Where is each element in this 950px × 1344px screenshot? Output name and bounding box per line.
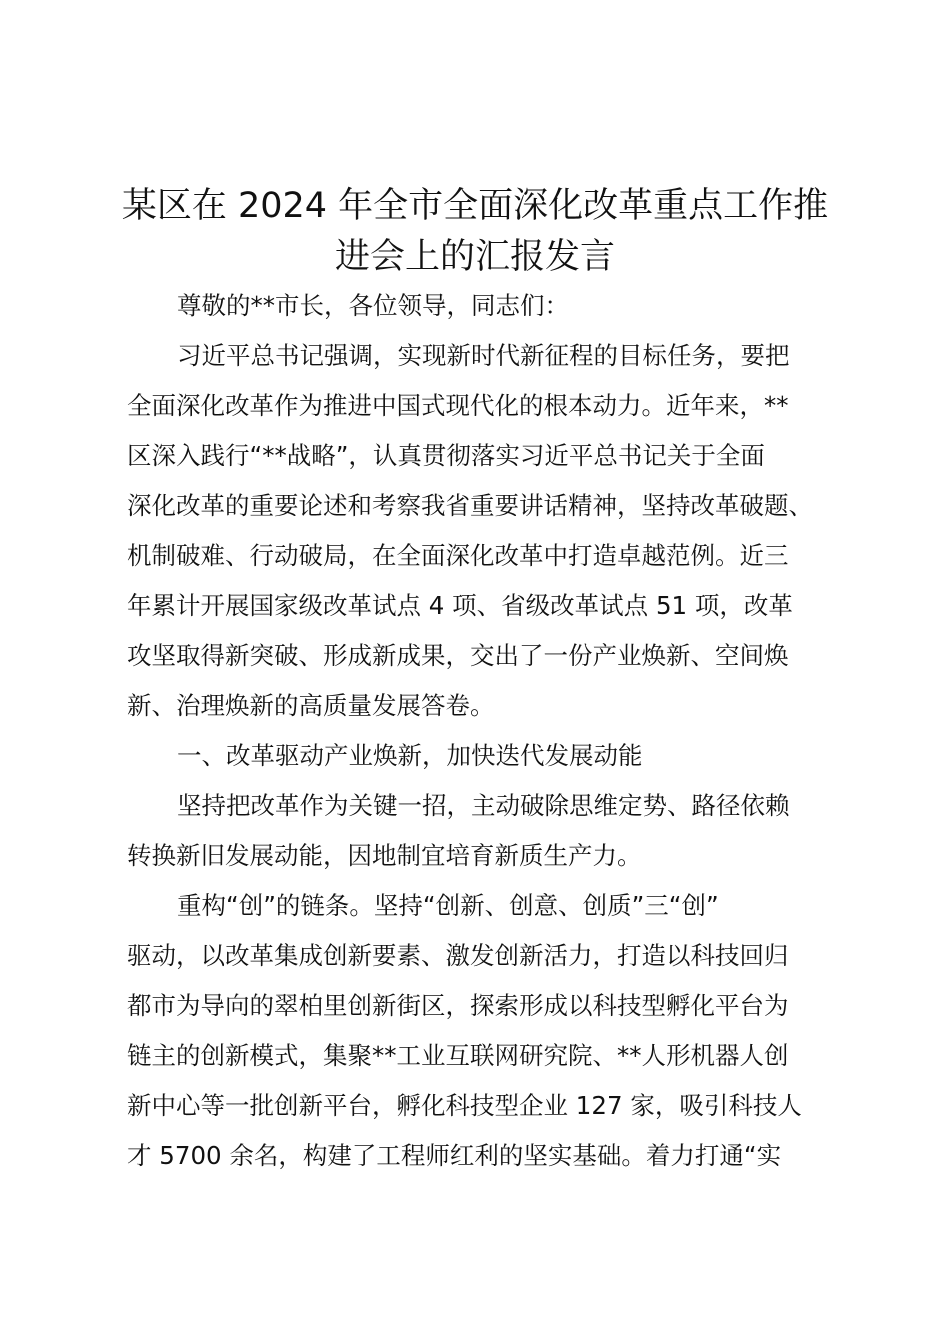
paragraph-1-line-8: 新、治理焕新的高质量发展答卷。 bbox=[127, 691, 495, 720]
salutation: 尊敬的**市长，各位领导，同志们： bbox=[177, 291, 569, 320]
paragraph-2-line-1: 坚持把改革作为关键一招，主动破除思维定势、路径依赖 bbox=[177, 791, 790, 820]
paragraph-1-line-4: 深化改革的重要论述和考察我省重要讲话精神，坚持改革破题、 bbox=[127, 491, 813, 520]
paragraph-3-line-4: 链主的创新模式，集聚**工业互联网研究院、**人形机器人创 bbox=[127, 1041, 789, 1070]
paragraph-3-line-5: 新中心等一批创新平台，孵化科技型企业 127 家，吸引科技人 bbox=[127, 1091, 802, 1120]
paragraph-3-line-2: 驱动，以改革集成创新要素、激发创新活力，打造以科技回归 bbox=[127, 941, 789, 970]
document-title bbox=[100, 181, 850, 283]
title-line-1: 某区在 2024 年全市全面深化改革重点工作推 bbox=[121, 186, 829, 226]
paragraph-2-line-2: 转换新旧发展动能，因地制宜培育新质生产力。 bbox=[127, 841, 642, 870]
paragraph-1-line-2: 全面深化改革作为推进中国式现代化的根本动力。近年来，** bbox=[127, 391, 789, 420]
paragraph-3-line-6: 才 5700 余名，构建了工程师红利的坚实基础。着力打通“实 bbox=[127, 1141, 782, 1170]
paragraph-1-line-5: 机制破难、行动破局，在全面深化改革中打造卓越范例。近三 bbox=[127, 541, 789, 570]
paragraph-1-line-6: 年累计开展国家级改革试点 4 项、省级改革试点 51 项，改革 bbox=[127, 591, 793, 620]
paragraph-1-line-1: 习近平总书记强调，实现新时代新征程的目标任务，要把 bbox=[177, 341, 790, 370]
paragraph-1-line-3: 区深入践行“**战略”，认真贯彻落实习近平总书记关于全面 bbox=[127, 441, 765, 470]
paragraph-3-line-3: 都市为导向的翠柏里创新街区，探索形成以科技型孵化平台为 bbox=[127, 991, 789, 1020]
document-body bbox=[127, 281, 847, 1181]
paragraph-1-line-7: 攻坚取得新突破、形成新成果，交出了一份产业焕新、空间焕 bbox=[127, 641, 789, 670]
section-heading-1: 一、改革驱动产业焕新，加快迭代发展动能 bbox=[177, 741, 643, 770]
title-line-2: 进会上的汇报发言 bbox=[334, 237, 615, 277]
paragraph-3-line-1: 重构“创”的链条。坚持“创新、创意、创质”三“创” bbox=[177, 891, 719, 920]
